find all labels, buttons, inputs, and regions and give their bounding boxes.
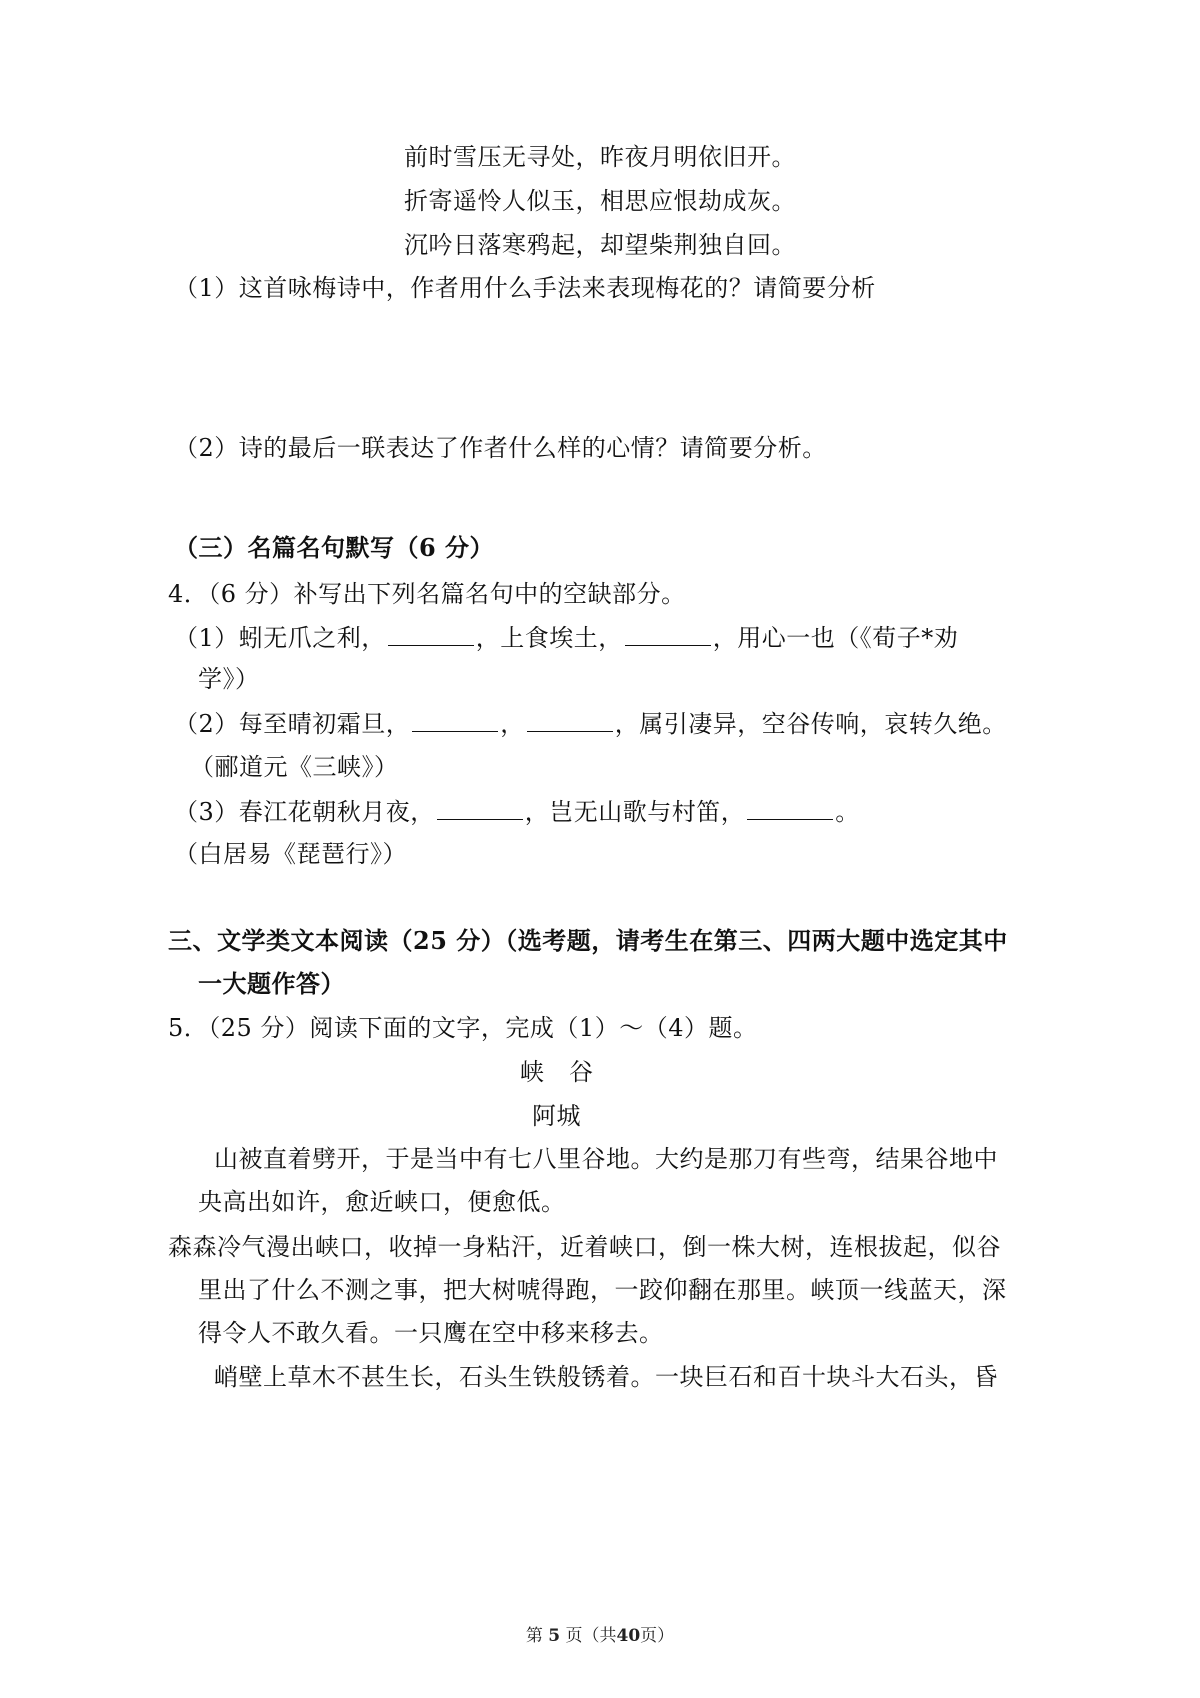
poem-line-3: 沉吟日落寒鸦起，却望柴荆独自回。: [404, 231, 796, 259]
footer-prefix: 第: [525, 1626, 543, 1646]
answer-blank[interactable]: [625, 621, 711, 646]
section-heading-literature-cont: 一大题作答）: [198, 969, 345, 998]
poem-line-1: 前时雪压无寻处，昨夜月明依旧开。: [404, 143, 796, 171]
question-4-intro: 4．（6 分）补写出下列名篇名句中的空缺部分。: [168, 580, 686, 608]
fill-item-3-text-a: （3）春江花朝秋月夜，: [174, 798, 435, 826]
question-5-intro: 5．（25 分）阅读下面的文字，完成（1）～（4）题。: [168, 1014, 758, 1042]
fill-item-1: [174, 621, 958, 654]
story-paragraph-2-line-3: 得令人不敢久看。一只鹰在空中移来移去。: [198, 1319, 664, 1347]
fill-item-3-source: （白居易《琵琶行》）: [174, 840, 407, 868]
fill-item-2-source: （郦道元《三峡》）: [190, 753, 399, 781]
answer-blank[interactable]: [527, 707, 613, 732]
poem-question-1: （1）这首咏梅诗中，作者用什么手法来表现梅花的？请简要分析: [174, 274, 876, 302]
section-heading-literature: 三、文学类文本阅读（25 分）（选考题，请考生在第三、四两大题中选定其中: [168, 926, 1008, 955]
answer-blank[interactable]: [388, 621, 474, 646]
fill-item-3: [174, 795, 860, 828]
story-paragraph-3-line-1: 峭壁上草木不甚生长，石头生铁般锈着。一块巨石和百十块斗大石头，昏: [214, 1363, 998, 1391]
answer-blank[interactable]: [412, 707, 498, 732]
fill-item-2-text-c: ，属引凄异，空谷传响，哀转久绝。: [614, 710, 1007, 738]
footer-page-number: 5: [548, 1626, 561, 1646]
fill-item-1-text-c: ，用心一也（《荀子*劝: [712, 624, 959, 652]
fill-item-1-text-a: （1）蚓无爪之利，: [174, 624, 386, 652]
section-heading-recitation: （三）名篇名句默写（6 分）: [174, 533, 495, 562]
footer-suffix: 页）: [640, 1626, 675, 1646]
fill-item-2-text-b: ，: [500, 710, 525, 738]
answer-blank[interactable]: [747, 795, 833, 820]
fill-item-3-text-c: 。: [835, 798, 860, 826]
poem-line-2: 折寄遥怜人似玉，相思应恨劫成灰。: [404, 187, 796, 215]
page-footer: [0, 1624, 1200, 1648]
story-title: 峡 谷: [520, 1058, 594, 1086]
footer-total-pages: 40: [616, 1626, 641, 1646]
story-paragraph-1-line-2: 央高出如许，愈近峡口，便愈低。: [198, 1188, 566, 1216]
story-paragraph-2-line-1: 森森冷气漫出峡口，收掉一身粘汗，近着峡口，倒一株大树，连根拔起，似谷: [168, 1233, 1001, 1261]
answer-blank[interactable]: [437, 795, 523, 820]
fill-item-1-source: 学》）: [198, 665, 260, 693]
fill-item-2: [174, 707, 1007, 740]
fill-item-3-text-b: ，岂无山歌与村笛，: [524, 798, 746, 826]
story-paragraph-2-line-2: 里出了什么不测之事，把大树唬得跑，一跤仰翻在那里。峡顶一线蓝天，深: [198, 1276, 1007, 1304]
footer-middle: 页（共: [565, 1626, 617, 1646]
fill-item-1-text-b: ，上食埃土，: [475, 624, 623, 652]
story-paragraph-1-line-1: 山被直着劈开，于是当中有七八里谷地。大约是那刀有些弯，结果谷地中: [214, 1145, 998, 1173]
fill-item-2-text-a: （2）每至晴初霜旦，: [174, 710, 411, 738]
story-author: 阿城: [532, 1102, 581, 1130]
poem-question-2: （2）诗的最后一联表达了作者什么样的心情？请简要分析。: [174, 434, 827, 462]
